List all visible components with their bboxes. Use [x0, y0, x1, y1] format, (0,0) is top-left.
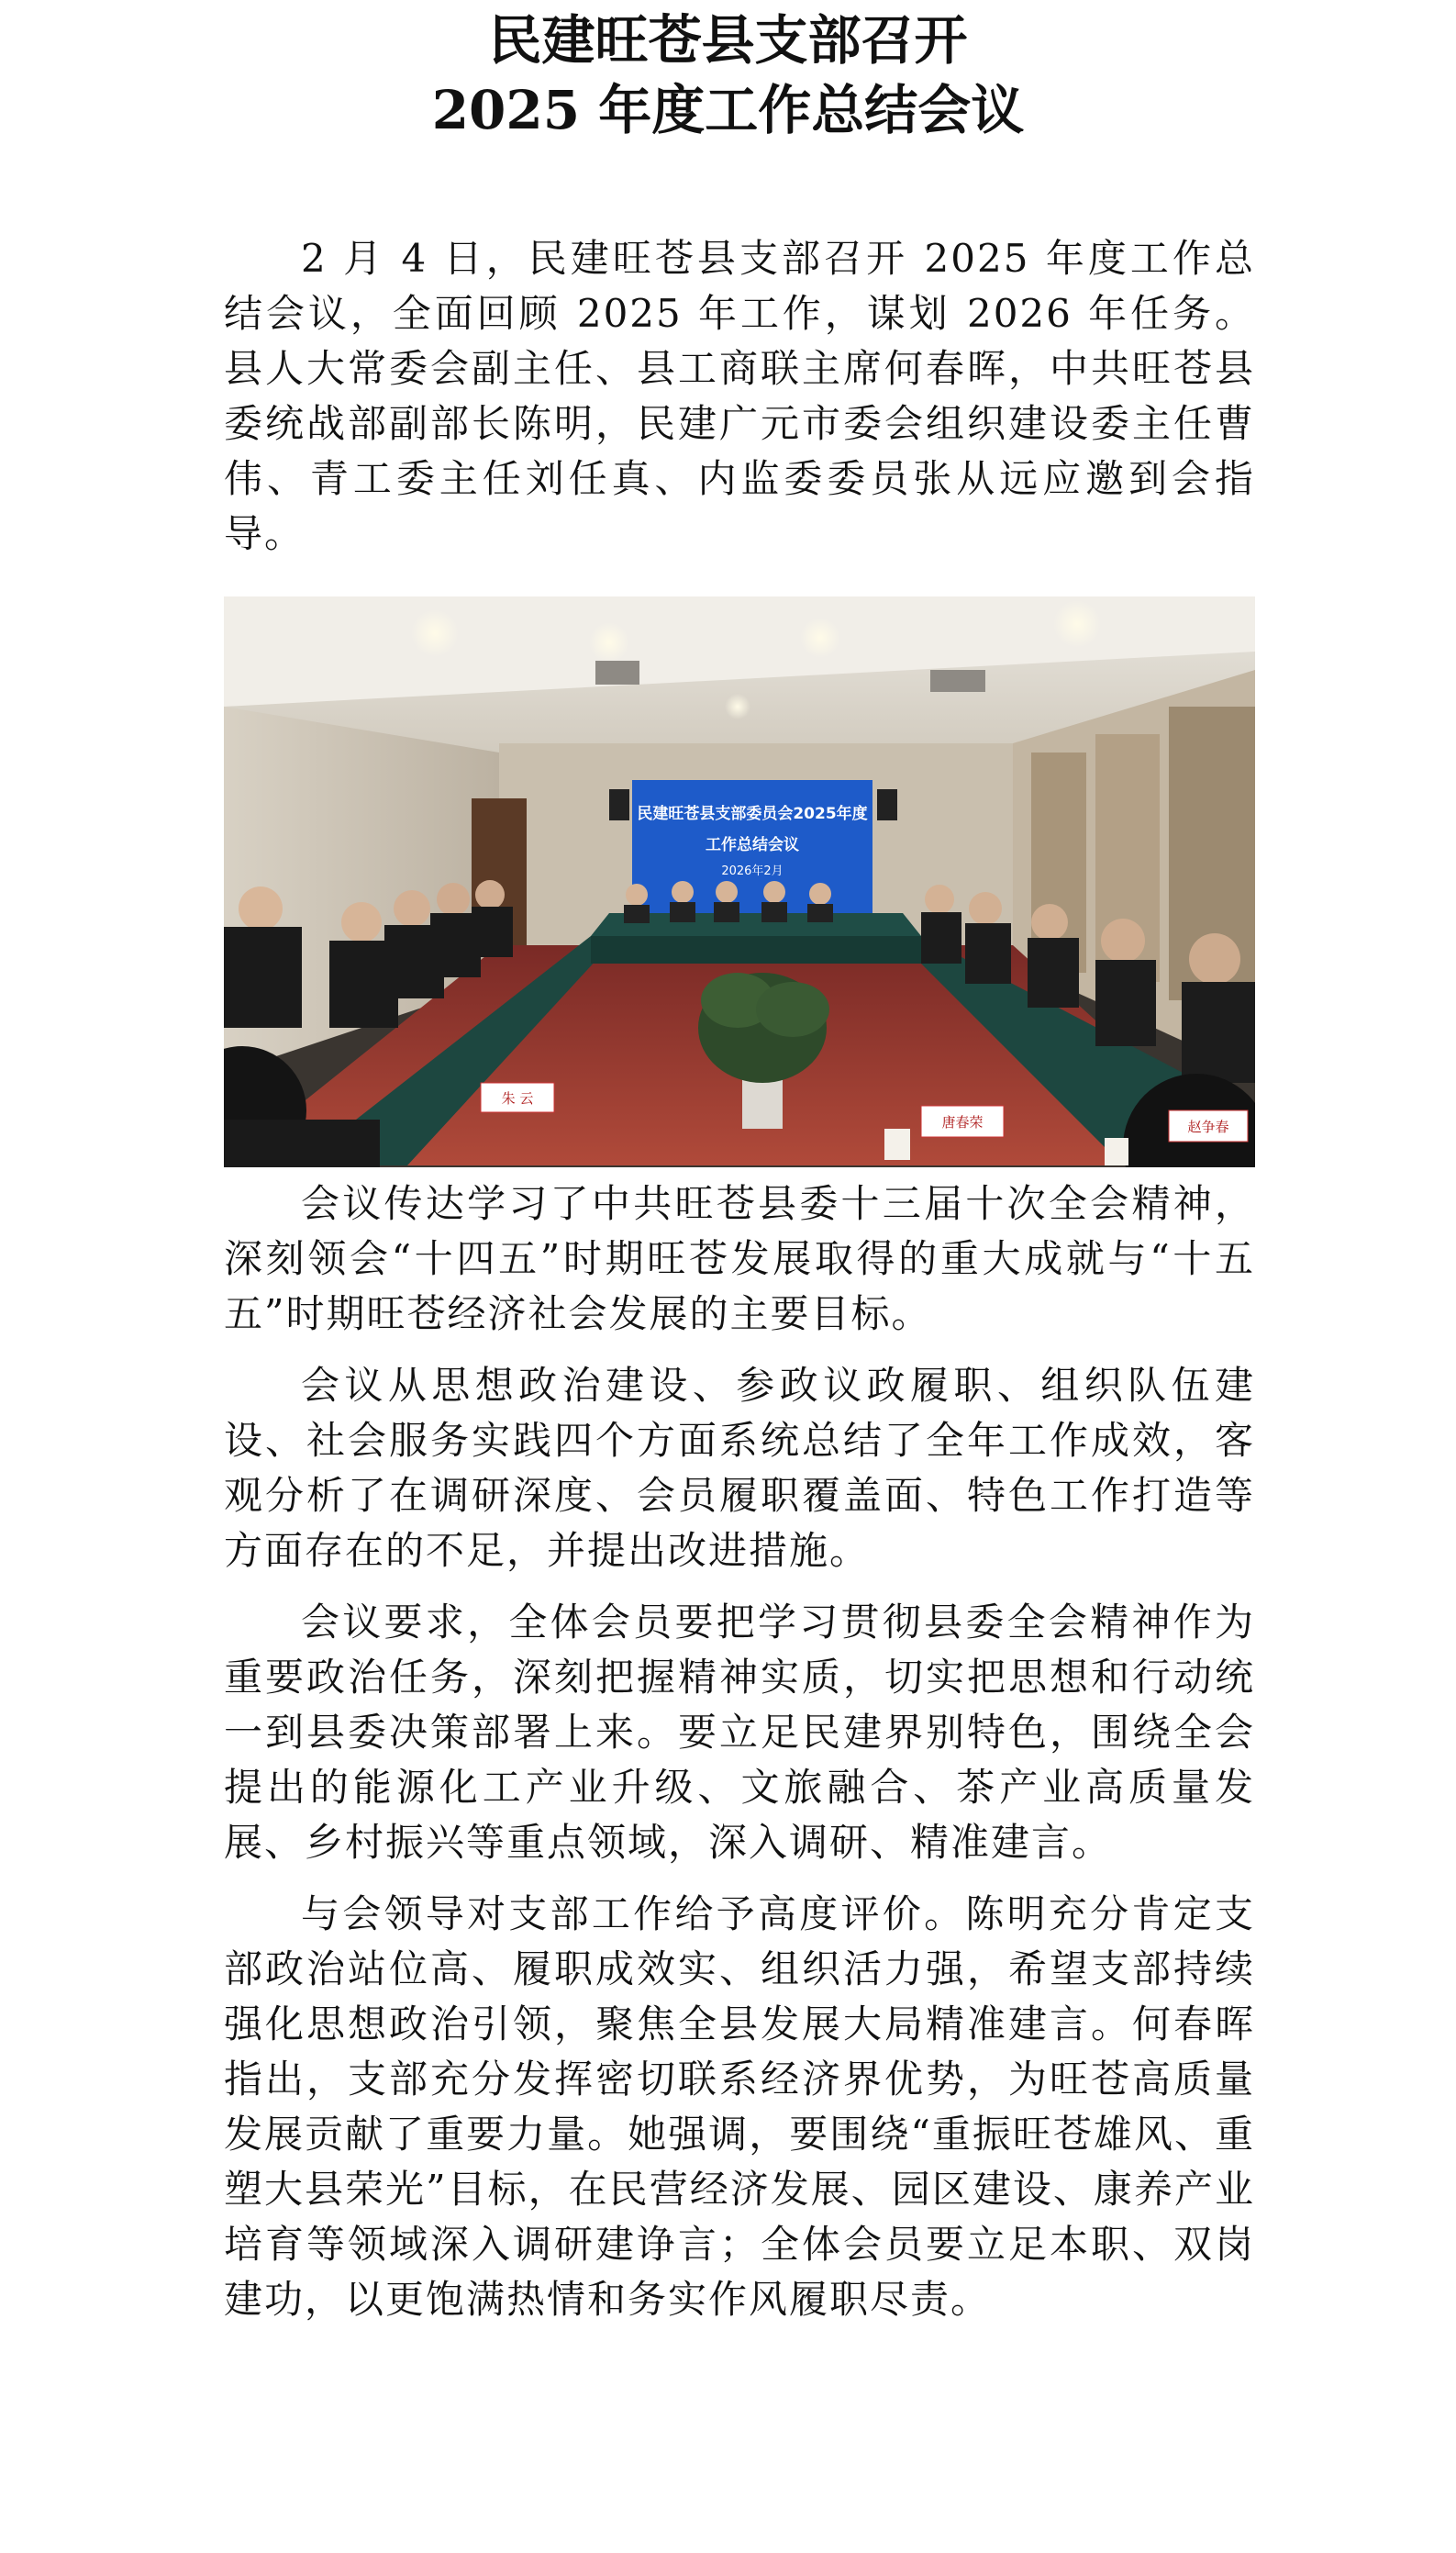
banner-line-1: 民建旺苍县支部委员会2025年度	[637, 805, 868, 823]
banner-line-3: 2026年2月	[721, 864, 784, 878]
meeting-photo	[224, 596, 1255, 1167]
paragraph-4: 会议要求，全体会员要把学习贯彻县委全会精神作为重要政治任务，深刻把握精神实质，切实把思想和行动统一到县委决策部署上来。要立足民建界别特色，围绕全会提出的能源化工产业升级、文旅融合、茶产业高质量发展、乡村振兴等重点领域，深入调研、精准建言。	[224, 1600, 1255, 1865]
article-title-line-1: 民建旺苍县支部召开	[488, 9, 968, 72]
intro-block	[224, 231, 1255, 562]
meeting-photo-illustration	[224, 596, 1255, 1167]
paragraph-3: 会议从思想政治建设、参政议政履职、组织队伍建设、社会服务实践四个方面系统总结了全年工作成效，客观分析了在调研深度、会员履职覆盖面、特色工作打造等方面存在的不足，并提出改进措施。	[224, 1363, 1255, 1573]
nameplate-2-label: 唐春荣	[941, 1114, 984, 1131]
nameplate-3-label: 赵争春	[1187, 1119, 1229, 1135]
paragraph-5: 与会领导对支部工作给予高度评价。陈明充分肯定支部政治站位高、履职成效实、组织活力强，希望支部持续强化思想政治引领，聚焦全县发展大局精准建言。何春晖指出，支部充分发挥密切联系经济界优势，为旺苍高质量发展贡献了重要力量。她强调，要围绕“重振旺苍雄风、重塑大县荣光”目标，在民营经济发展、园区建设、康养产业培育等领域深入调研建诤言；全体会员要立足本职、双岗建功，以更饱满热情和务实作风履职尽责。	[224, 1891, 1255, 2322]
article-title-line-2: 2025 年度工作总结会议	[431, 79, 1025, 141]
article-body	[224, 1176, 1255, 2327]
banner-line-2: 工作总结会议	[706, 836, 799, 854]
paragraph-1: 2 月 4 日，民建旺苍县支部召开 2025 年度工作总结会议，全面回顾 2025 年工作，谋划 2026 年任务。县人大常委会副主任、县工商联主席何春晖，中共旺苍县委统战部副部长陈明，民建广元市委会组织建设委主任曹伟、青工委主任刘任真、内监委委员张从远应邀到会指导。	[224, 236, 1255, 556]
paragraph-2: 会议传达学习了中共旺苍县委十三届十次全会精神，深刻领会“十四五”时期旺苍发展取得的重大成就与“十五五”时期旺苍经济社会发展的主要目标。	[224, 1181, 1255, 1336]
nameplate-1-label: 朱 云	[501, 1090, 534, 1107]
